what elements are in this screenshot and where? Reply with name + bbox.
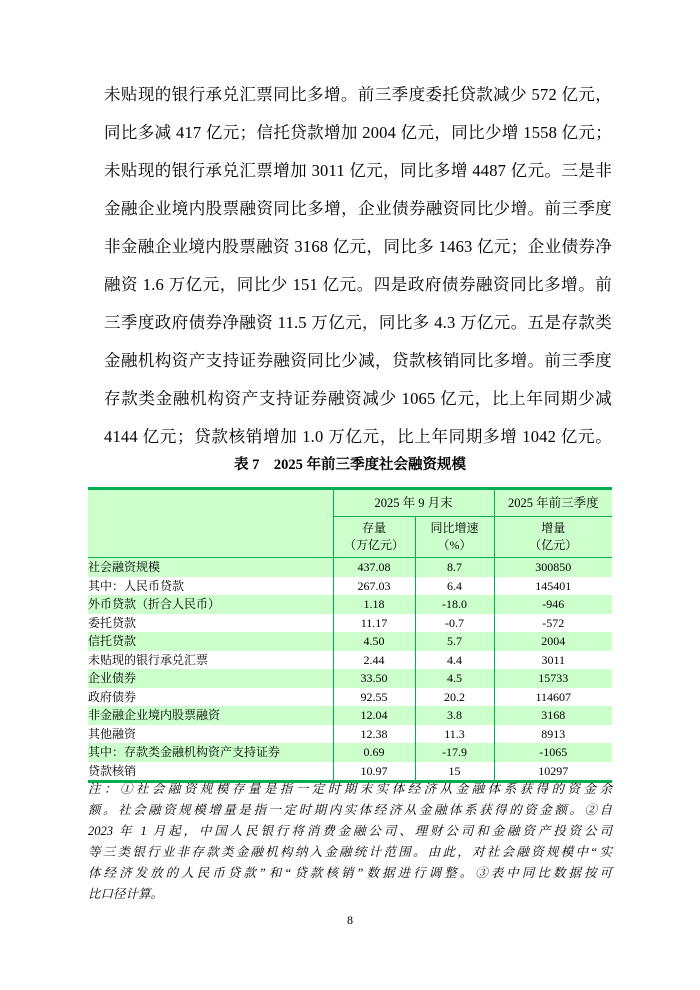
paragraph-line: 存款类金融机构资产支持证券融资减少 1065 亿元，比上年同期少减 xyxy=(104,389,612,408)
row-stock-value: 1.18 xyxy=(333,595,415,614)
note-line: 体经济发放的人民币贷款”和“贷款核销”数据进行调整。③表中同比数据按可 xyxy=(88,866,612,880)
row-growth-value: 4.5 xyxy=(415,669,494,688)
note-line: 额。社会融资规模增量是指一定时期内实体经济从金融体系获得的资金额。②自 xyxy=(88,803,612,817)
row-growth-value: 8.7 xyxy=(415,558,494,577)
row-label: 其中：存款类金融机构资产支持证券 xyxy=(88,743,333,762)
row-stock-value: 12.38 xyxy=(333,725,415,744)
table-row xyxy=(88,688,612,707)
table-row xyxy=(88,669,612,688)
social-financing-table xyxy=(88,487,612,783)
row-increment-value: 10297 xyxy=(494,762,612,782)
row-increment-value: 145401 xyxy=(494,577,612,596)
table-header-group-row xyxy=(88,489,612,517)
row-label: 企业债券 xyxy=(88,669,333,688)
row-increment-value: 3011 xyxy=(494,651,612,670)
row-stock-value: 12.04 xyxy=(333,706,415,725)
header-increment-unit: （亿元） xyxy=(529,538,578,552)
row-increment-value: -1065 xyxy=(494,743,612,762)
row-label: 未贴现的银行承兑汇票 xyxy=(88,652,209,667)
header-growth-unit: （%） xyxy=(437,538,472,552)
row-growth-value: -18.0 xyxy=(415,595,494,614)
paragraph-line: 三季度政府债券净融资 11.5 万亿元，同比多 4.3 万亿元。五是存款类 xyxy=(104,313,612,332)
row-label: 非金融企业境内股票融资 xyxy=(88,706,333,725)
note-line: 等三类银行业非存款类金融机构纳入金融统计范围。由此，对社会融资规模中“实 xyxy=(88,845,612,859)
row-growth-value: -17.9 xyxy=(415,743,494,762)
header-stock-label: 存量 xyxy=(361,520,386,535)
table-row xyxy=(88,706,612,725)
row-label: 贷款核销 xyxy=(88,763,137,778)
row-label: 社会融资规模 xyxy=(88,558,333,577)
paragraph-line: 同比多减 417 亿元；信托贷款增加 2004 亿元，同比少增 1558 亿元； xyxy=(104,123,612,142)
row-growth-value: 6.4 xyxy=(415,577,494,596)
row-stock-value: 33.50 xyxy=(333,669,415,688)
paragraph-line: 金融企业境内股票融资同比多增，企业债券融资同比少增。前三季度 xyxy=(104,199,612,218)
row-stock-value: 10.97 xyxy=(333,762,415,782)
row-label: 其他融资 xyxy=(88,726,137,741)
row-growth-value: -0.7 xyxy=(415,614,494,633)
row-increment-value: 114607 xyxy=(494,688,612,707)
row-increment-value: -946 xyxy=(494,595,612,614)
header-increment xyxy=(494,517,612,558)
table-row xyxy=(88,743,612,762)
header-growth-label: 同比增速 xyxy=(430,520,479,535)
paragraph-line: 非金融企业境内股票融资 3168 亿元，同比多 1463 亿元；企业债券净 xyxy=(104,237,612,256)
row-increment-value: 3168 xyxy=(494,706,612,725)
paragraph-line: 金融机构资产支持证券融资同比少减，贷款核销同比多增。前三季度 xyxy=(104,351,612,370)
table-row xyxy=(88,595,612,614)
header-stock xyxy=(333,517,415,558)
row-label: 外币贷款（折合人民币） xyxy=(88,595,333,614)
row-label: 其中：人民币贷款 xyxy=(88,578,185,593)
paragraph-line: 未贴现的银行承兑汇票同比多增。前三季度委托贷款减少 572 亿元， xyxy=(104,85,612,104)
header-increment-group: 2025 年前三季度 xyxy=(494,489,612,517)
note-line: 注：①社会融资规模存量是指一定时期末实体经济从金融体系获得的资金余 xyxy=(88,782,612,796)
row-growth-value: 5.7 xyxy=(415,632,494,651)
row-label: 信托贷款 xyxy=(88,632,333,651)
row-growth-value: 20.2 xyxy=(415,688,494,707)
note-line: 比口径计算。 xyxy=(88,887,164,901)
body-paragraph xyxy=(104,76,612,456)
table-corner-cell xyxy=(88,489,333,558)
row-stock-value: 4.50 xyxy=(333,632,415,651)
row-stock-value: 267.03 xyxy=(333,577,415,596)
table-row xyxy=(88,614,612,633)
row-growth-value: 4.4 xyxy=(415,651,494,670)
table-notes xyxy=(88,779,612,905)
row-increment-value: 8913 xyxy=(494,725,612,744)
row-stock-value: 437.08 xyxy=(333,558,415,577)
row-label: 委托贷款 xyxy=(88,615,137,630)
page-number: 8 xyxy=(347,913,353,927)
header-increment-label: 增量 xyxy=(541,520,566,535)
table-row xyxy=(88,558,612,577)
row-increment-value: 15733 xyxy=(494,669,612,688)
table-row xyxy=(88,577,612,596)
table-row xyxy=(88,651,612,670)
row-growth-value: 11.3 xyxy=(415,725,494,744)
row-stock-value: 0.69 xyxy=(333,743,415,762)
row-increment-value: -572 xyxy=(494,614,612,633)
row-stock-value: 2.44 xyxy=(333,651,415,670)
table-title: 表 7 2025 年前三季度社会融资规模 xyxy=(234,457,466,473)
row-growth-value: 15 xyxy=(415,762,494,782)
table-row xyxy=(88,725,612,744)
header-period-group: 2025 年 9 月末 xyxy=(333,489,494,517)
row-increment-value: 2004 xyxy=(494,632,612,651)
row-growth-value: 3.8 xyxy=(415,706,494,725)
paragraph-line: 融资 1.6 万亿元，同比少 151 亿元。四是政府债券融资同比多增。前 xyxy=(104,275,612,294)
row-stock-value: 92.55 xyxy=(333,688,415,707)
row-increment-value: 300850 xyxy=(494,558,612,577)
paragraph-line: 未贴现的银行承兑汇票增加 3011 亿元，同比多增 4487 亿元。三是非 xyxy=(104,161,612,180)
note-line: 2023 年 1 月起，中国人民银行将消费金融公司、理财公司和金融资产投资公司 xyxy=(88,824,612,838)
table-row xyxy=(88,632,612,651)
paragraph-line: 4144 亿元；贷款核销增加 1.0 万亿元，比上年同期多增 1042 亿元。 xyxy=(104,427,612,446)
header-stock-unit: （万亿元） xyxy=(343,538,404,552)
row-stock-value: 11.17 xyxy=(333,614,415,633)
row-label: 政府债券 xyxy=(88,689,137,704)
header-growth xyxy=(415,517,494,558)
